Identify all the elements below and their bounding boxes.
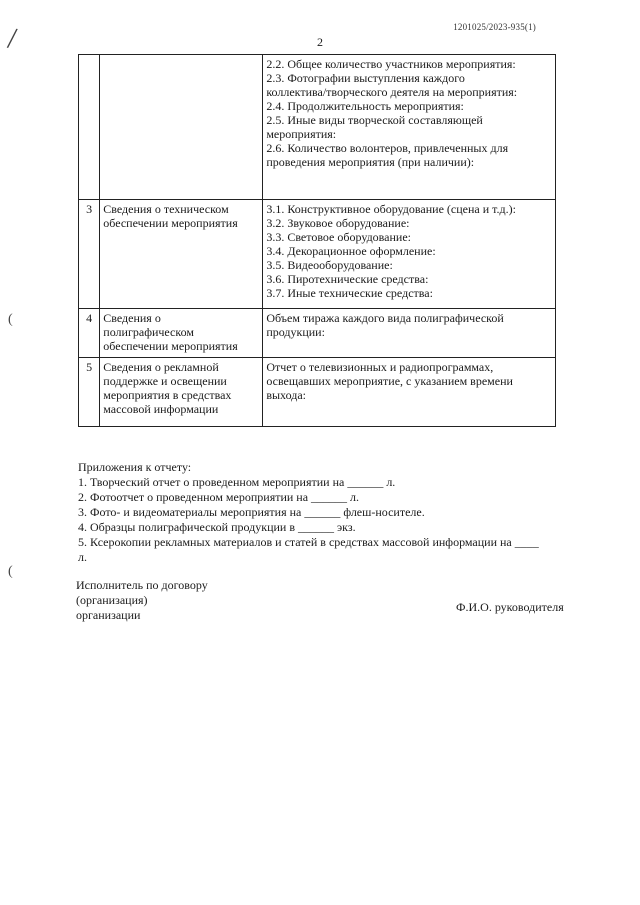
appendix-item: 5. Ксерокопии рекламных материалов и статей в средствах массовой информации на ____ [78,535,539,549]
section-line: полиграфическом [103,325,194,339]
detail-line: 2.3. Фотографии выступления каждого [266,71,465,85]
details-cell [263,200,556,309]
section-line: Сведения о рекламной [103,360,219,374]
row-number: 3 [79,200,100,309]
detail-line: 2.5. Иные виды творческой составляющей [266,113,483,127]
details-cell [263,309,556,358]
detail-line: 3.6. Пиротехнические средства: [266,272,429,286]
page-number: 2 [317,35,323,49]
detail-line: 2.6. Количество волонтеров, привлеченных для [266,141,509,155]
margin-mark: ( [8,564,13,579]
detail-line: освещавших мероприятие, с указанием времени [266,374,513,388]
signature-head-name: Ф.И.О. руководителя [456,600,564,614]
row-number: 5 [79,358,100,427]
detail-line: мероприятия: [266,127,337,141]
table-row [79,55,556,200]
detail-line: 2.4. Продолжительность мероприятия: [266,99,464,113]
appendix-item: 3. Фото- и видеоматериалы мероприятия на ______ флеш-носителе. [78,505,425,519]
detail-line: 3.3. Световое оборудование: [266,230,412,244]
section-line: Сведения о [103,311,161,325]
detail-line: 3.1. Конструктивное оборудование (сцена и т.д.): [266,202,516,216]
margin-mark: / [5,21,19,56]
row-number [79,55,100,200]
section-cell [100,309,263,358]
detail-line: 3.7. Иные технические средства: [266,286,433,300]
section-line: мероприятия в средствах [103,388,232,402]
detail-line: 2.2. Общее количество участников мероприятия: [266,57,516,71]
section-cell [100,358,263,427]
detail-line: продукции: [266,325,325,339]
detail-line: проведения мероприятия (при наличии): [266,155,475,169]
appendix-title: Приложения к отчету: [78,460,192,474]
table-row [79,309,556,358]
table-row [79,358,556,427]
appendix-item: 4. Образцы полиграфической продукции в ______ экз. [78,520,356,534]
signature-line: Исполнитель по договору [76,578,208,592]
appendix-item: 1. Творческий отчет о проведенном мероприятии на ______ л. [78,475,396,489]
appendix-item: 2. Фотоотчет о проведенном мероприятии на ______ л. [78,490,360,504]
section-line: массовой информации [103,402,219,416]
detail-line: 3.4. Декорационное оформление: [266,244,436,258]
signature-line: организации [76,608,141,622]
details-cell [263,55,556,200]
detail-line: 3.5. Видеооборудование: [266,258,393,272]
detail-line: Отчет о телевизионных и радиопрограммах, [266,360,494,374]
table-row [79,200,556,309]
section-line: обеспечении мероприятия [103,216,238,230]
section-line: Сведения о техническом [103,202,229,216]
detail-line: 3.2. Звуковое оборудование: [266,216,410,230]
section-cell [100,55,263,200]
section-line: обеспечении мероприятия [103,339,238,353]
detail-line: Объем тиража каждого вида полиграфической [266,311,504,325]
document-id: 1201025/2023-935(1) [453,22,536,32]
section-cell [100,200,263,309]
signature-line: (организация) [76,593,148,607]
row-number: 4 [79,309,100,358]
margin-mark: ( [8,312,13,327]
report-table [78,54,556,427]
appendix-list [78,460,539,565]
appendix-item: л. [78,550,87,564]
section-line: поддержке и освещении [103,374,227,388]
signature-executor [76,578,208,623]
detail-line: выхода: [266,388,307,402]
details-cell [263,358,556,427]
detail-line: коллектива/творческого деятеля на мероприятия: [266,85,518,99]
